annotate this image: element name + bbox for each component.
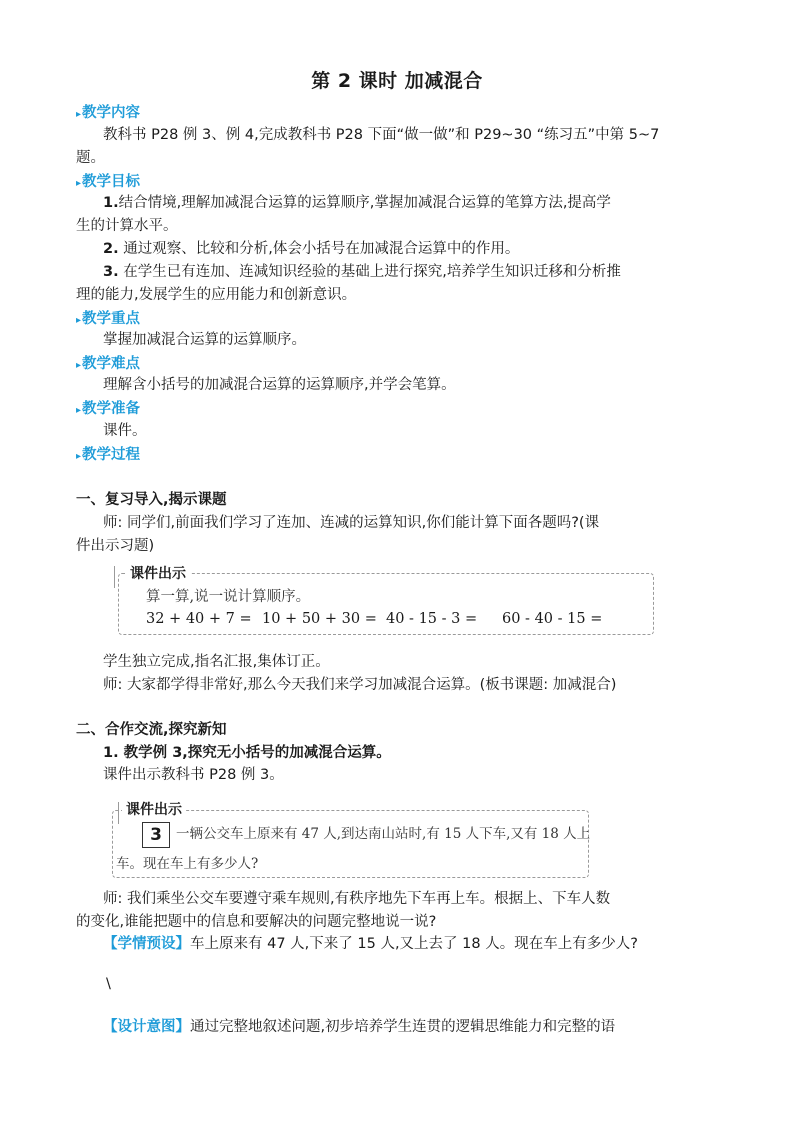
exercise-3: 40 - 15 - 3 = <box>386 611 478 627</box>
presumption-line <box>103 933 638 955</box>
goal-3-line-1 <box>103 261 621 283</box>
part-1-after-1: 学生独立完成,指名汇报,集体订正。 <box>103 654 330 670</box>
section-heading-key <box>76 307 140 328</box>
triangle-bullet-icon: ▸ <box>76 451 82 462</box>
part-1-after-2: 师: 大家都学得非常好,那么今天我们来学习加减混合运算。(板书课题: 加减混合) <box>103 677 617 693</box>
part-2-teacher-line-2: 的变化,谁能把题中的信息和要解决的问题完整地说一说? <box>76 914 437 930</box>
exercise-1: 32 + 40 + 7 = <box>146 611 252 627</box>
section-label: 教学准备 <box>82 401 141 417</box>
example-line-1: 一辆公交车上原来有 47 人,到达南山站时,有 15 人下车,又有 18 人上 <box>176 826 591 842</box>
section-label: 教学内容 <box>82 105 141 121</box>
goal-1-line-2: 生的计算水平。 <box>76 218 178 234</box>
content-line-2: 题。 <box>76 150 105 166</box>
design-tag: 【设计意图】 <box>103 1019 190 1035</box>
goal-text: 在学生已有连加、连减知识经验的基础上进行探究,培养学生知识迁移和分析推 <box>123 264 621 280</box>
goal-number: 3. <box>103 264 119 280</box>
page-title: 第 2 课时 加减混合 <box>311 70 483 92</box>
triangle-bullet-icon: ▸ <box>76 360 82 371</box>
part-1-teacher-line-2: 件出示习题) <box>76 538 155 554</box>
goal-text: 通过观察、比较和分析,体会小括号在加减混合运算中的作用。 <box>123 241 520 257</box>
exercise-2: 10 + 50 + 30 = <box>262 611 377 627</box>
prep-text: 课件。 <box>103 423 147 439</box>
part-2-show: 课件出示教科书 P28 例 3。 <box>103 767 284 783</box>
tag-bracket <box>118 802 119 824</box>
courseware-tag: 课件出示 <box>122 799 186 819</box>
section-heading-difficulty <box>76 352 140 373</box>
design-intent-line <box>103 1016 615 1038</box>
goal-3-line-2: 理的能力,发展学生的应用能力和创新意识。 <box>76 287 357 303</box>
part-2-teacher-line-1: 师: 我们乘坐公交车要遵守乘车规则,有秩序地先下车再上车。根据上、下车人数 <box>103 891 611 907</box>
box-instruction: 算一算,说一说计算顺序。 <box>146 589 311 605</box>
goal-number: 2. <box>103 241 119 257</box>
section-label: 教学难点 <box>82 356 141 372</box>
triangle-bullet-icon: ▸ <box>76 405 82 416</box>
presumption-tag: 【学情预设】 <box>103 936 190 952</box>
part-1-heading: 一、复习导入,揭示课题 <box>76 492 227 508</box>
goal-1-line-1 <box>103 192 611 214</box>
example-number: 3 <box>142 822 170 848</box>
part-1-teacher-line-1: 师: 同学们,前面我们学习了连加、连减的运算知识,你们能计算下面各题吗?(课 <box>103 515 600 531</box>
section-label: 教学目标 <box>82 174 141 190</box>
part-2-sub-1: 1. 教学例 3,探究无小括号的加减混合运算。 <box>103 745 391 761</box>
design-text: 通过完整地叙述问题,初步培养学生连贯的逻辑思维能力和完整的语 <box>190 1019 616 1035</box>
difficulty-text: 理解含小括号的加减混合运算的运算顺序,并学会笔算。 <box>103 377 456 393</box>
section-heading-prep <box>76 397 140 418</box>
exercise-4: 60 - 40 - 15 = <box>502 611 603 627</box>
example-line-2: 车。现在车上有多少人? <box>116 856 259 872</box>
presumption-text: 车上原来有 47 人,下来了 15 人,又上去了 18 人。现在车上有多少人? <box>190 936 638 952</box>
triangle-bullet-icon: ▸ <box>76 109 82 120</box>
backslash-mark: \ <box>106 976 111 992</box>
tag-bracket <box>114 566 115 588</box>
courseware-tag: 课件出示 <box>126 563 190 583</box>
goal-number: 1. <box>103 195 119 211</box>
key-text: 掌握加减混合运算的运算顺序。 <box>103 332 306 348</box>
section-heading-goals <box>76 170 140 191</box>
section-label: 教学重点 <box>82 311 141 327</box>
section-heading-process <box>76 443 140 464</box>
section-heading-content <box>76 101 140 122</box>
triangle-bullet-icon: ▸ <box>76 178 82 189</box>
triangle-bullet-icon: ▸ <box>76 315 82 326</box>
part-2-heading: 二、合作交流,探究新知 <box>76 722 227 738</box>
goal-2 <box>103 238 519 260</box>
section-label: 教学过程 <box>82 447 141 463</box>
content-line-1: 教科书 P28 例 3、例 4,完成教科书 P28 下面“做一做”和 P29~30 “练习五”中第 5~7 <box>103 127 660 143</box>
goal-text: 结合情境,理解加减混合运算的运算顺序,掌握加减混合运算的笔算方法,提高学 <box>118 195 611 211</box>
